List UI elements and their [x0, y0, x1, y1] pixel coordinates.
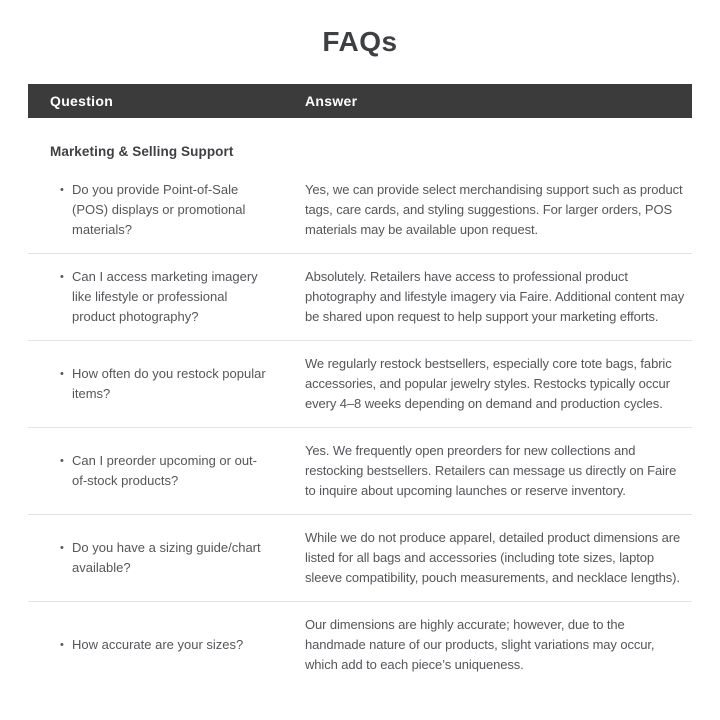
question-text: • How often do you restock popular items?: [50, 364, 269, 404]
table-header-bar: [28, 84, 692, 118]
question-text: • Do you have a sizing guide/chart available?: [50, 538, 269, 578]
question-column-header: Question: [50, 93, 114, 109]
answer-text: Yes. We frequently open preorders for new collections and restocking bestsellers. Retailers can message us directly on Faire to inquire about upcoming launches or reserve inventory.: [305, 443, 677, 498]
question-text: • How accurate are your sizes?: [50, 635, 269, 655]
answer-text: We regularly restock bestsellers, especially core tote bags, fabric accessories, and popular jewelry styles. Restocks typically occur every 4–8 weeks depending on demand and production cycles.: [305, 356, 672, 411]
faq-table: [28, 84, 692, 688]
faq-row: [28, 340, 692, 427]
question-text: • Do you provide Point-of-Sale (POS) displays or promotional materials?: [50, 180, 269, 240]
section-heading: Marketing & Selling Support: [50, 144, 234, 159]
faq-row: [28, 601, 692, 688]
answer-text: While we do not produce apparel, detailed product dimensions are listed for all bags and accessories (including tote sizes, laptop sleeve compatibility, pouch measurements, and necklace lengths).: [305, 530, 681, 585]
question-text: • Can I preorder upcoming or out-of-stock products?: [50, 451, 269, 491]
faq-rows: [28, 167, 692, 688]
question-cell: [28, 364, 305, 404]
answer-text: Absolutely. Retailers have access to professional product photography and lifestyle imagery via Faire. Additional content may be shared upon request to help support your marketing efforts.: [305, 269, 685, 324]
question-cell: [28, 180, 305, 240]
question-cell: [28, 635, 305, 655]
faq-row: [28, 167, 692, 253]
question-cell: [28, 538, 305, 578]
answer-text: Yes, we can provide select merchandising support such as product tags, care cards, and styling suggestions. For larger orders, POS materials may be available upon request.: [305, 182, 683, 237]
answer-text: Our dimensions are highly accurate; however, due to the handmade nature of our products, slight variations may occur, which add to each piece’s uniqueness.: [305, 617, 655, 672]
faq-row: [28, 253, 692, 340]
faq-row: [28, 514, 692, 601]
answer-column-header: Answer: [305, 93, 358, 109]
faq-row: [28, 427, 692, 514]
question-text: • Can I access marketing imagery like lifestyle or professional product photography?: [50, 267, 269, 327]
page-title: FAQs: [322, 26, 398, 57]
question-cell: [28, 267, 305, 327]
question-cell: [28, 451, 305, 491]
